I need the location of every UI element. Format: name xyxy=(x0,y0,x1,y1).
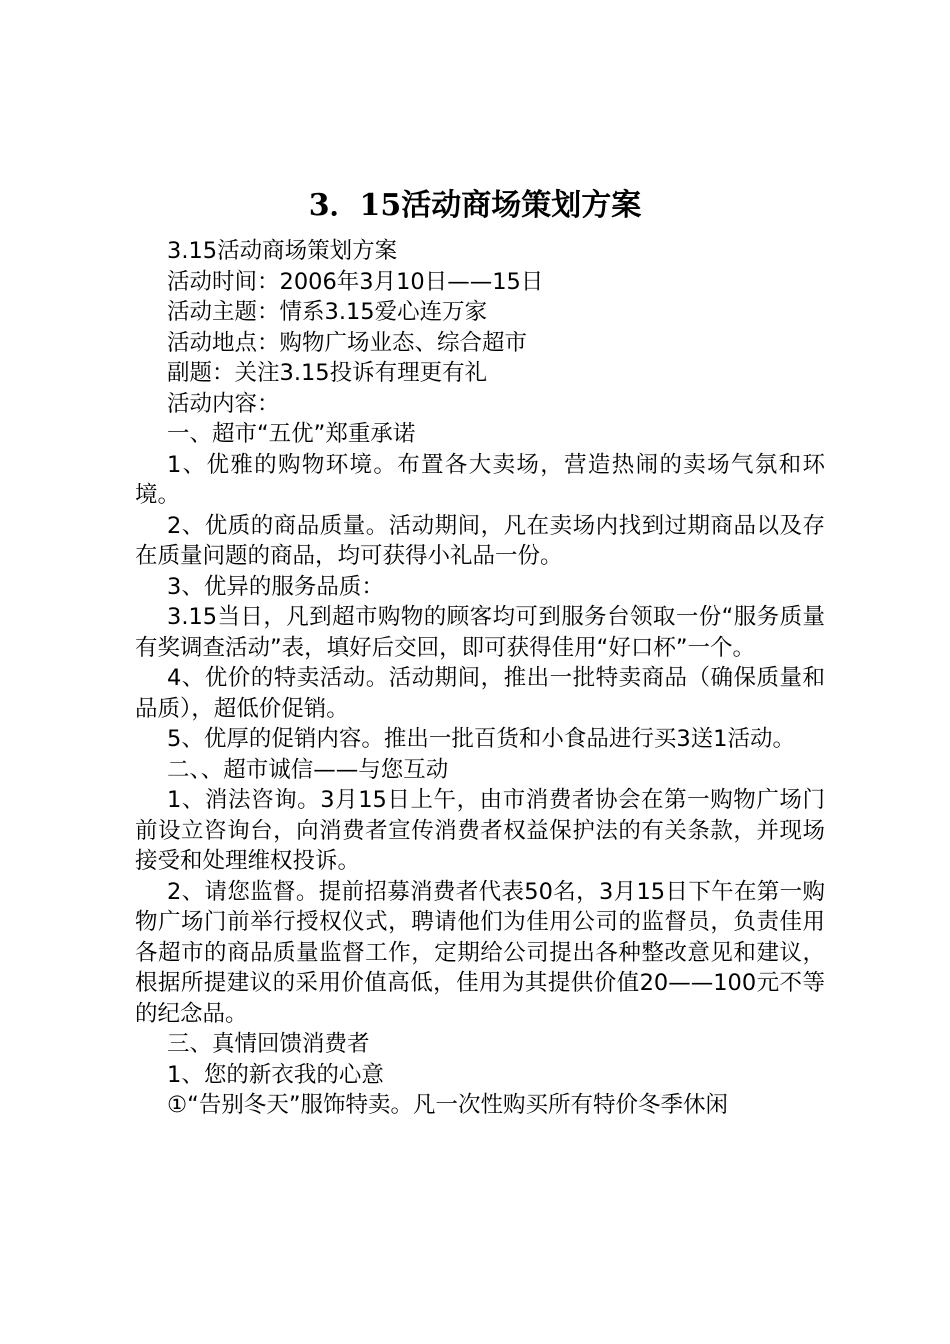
section-heading: 三、真情回馈消费者 xyxy=(167,1031,370,1057)
section-heading: 一、超市“五优”郑重承诺 xyxy=(167,421,416,447)
paragraph: 2、优质的商品质量。活动期间，凡在卖场内找到过期商品以及存在质量问题的商品，均可获得小礼品一份。 xyxy=(135,512,825,569)
document-title: 3．15活动商场策划方案 xyxy=(308,188,642,223)
paragraph: 3.15活动商场策划方案 xyxy=(167,238,398,264)
paragraph: 1、消法咨询。3月15日上午，由市消费者协会在第一购物广场门前设立咨询台，向消费者宣传消费者权益保护法的有关条款，并现场接受和处理维权投诉。 xyxy=(135,787,825,874)
document-body xyxy=(135,236,825,1121)
paragraph: 活动地点：购物广场业态、综合超市 xyxy=(167,329,528,356)
paragraph: 1、优雅的购物环境。布置各大卖场，营造热闹的卖场气氛和环境。 xyxy=(135,451,825,508)
paragraph: 4、优价的特卖活动。活动期间，推出一批特卖商品（确保质量和品质），超低价促销。 xyxy=(135,665,825,722)
paragraph: 副题：关注3.15投诉有理更有礼 xyxy=(167,360,488,386)
paragraph: 1、您的新衣我的心意 xyxy=(167,1061,384,1088)
paragraph: 3.15当日，凡到超市购物的顾客均可到服务台领取一份“服务质量有奖调查活动”表，填好后交回，即可获得佳用“好口杯”一个。 xyxy=(135,604,825,661)
paragraph: 活动内容： xyxy=(167,390,280,417)
paragraph: 3、优异的服务品质： xyxy=(167,573,384,600)
paragraph: 活动主题：情系3.15爱心连万家 xyxy=(167,299,488,325)
paragraph: 5、优厚的促销内容。推出一批百货和小食品进行买3送1活动。 xyxy=(167,726,795,752)
section-heading: 二、、超市诚信——与您互动 xyxy=(167,756,449,783)
paragraph: ①“告别冬天”服饰特卖。凡一次性购买所有特价冬季休闲 xyxy=(167,1092,728,1118)
paragraph: 活动时间：2006年3月10日——15日 xyxy=(167,268,544,295)
paragraph: 2、请您监督。提前招募消费者代表50名，3月15日下午在第一购物广场门前举行授权仪式，聘请他们为佳用公司的监督员，负责佳用各超市的商品质量监督工作，定期给公司提出各种整改意见和建议，根据所提建议的采用价值高低，佳用为其提供价值20——100元不等的纪念品。 xyxy=(135,878,825,1027)
